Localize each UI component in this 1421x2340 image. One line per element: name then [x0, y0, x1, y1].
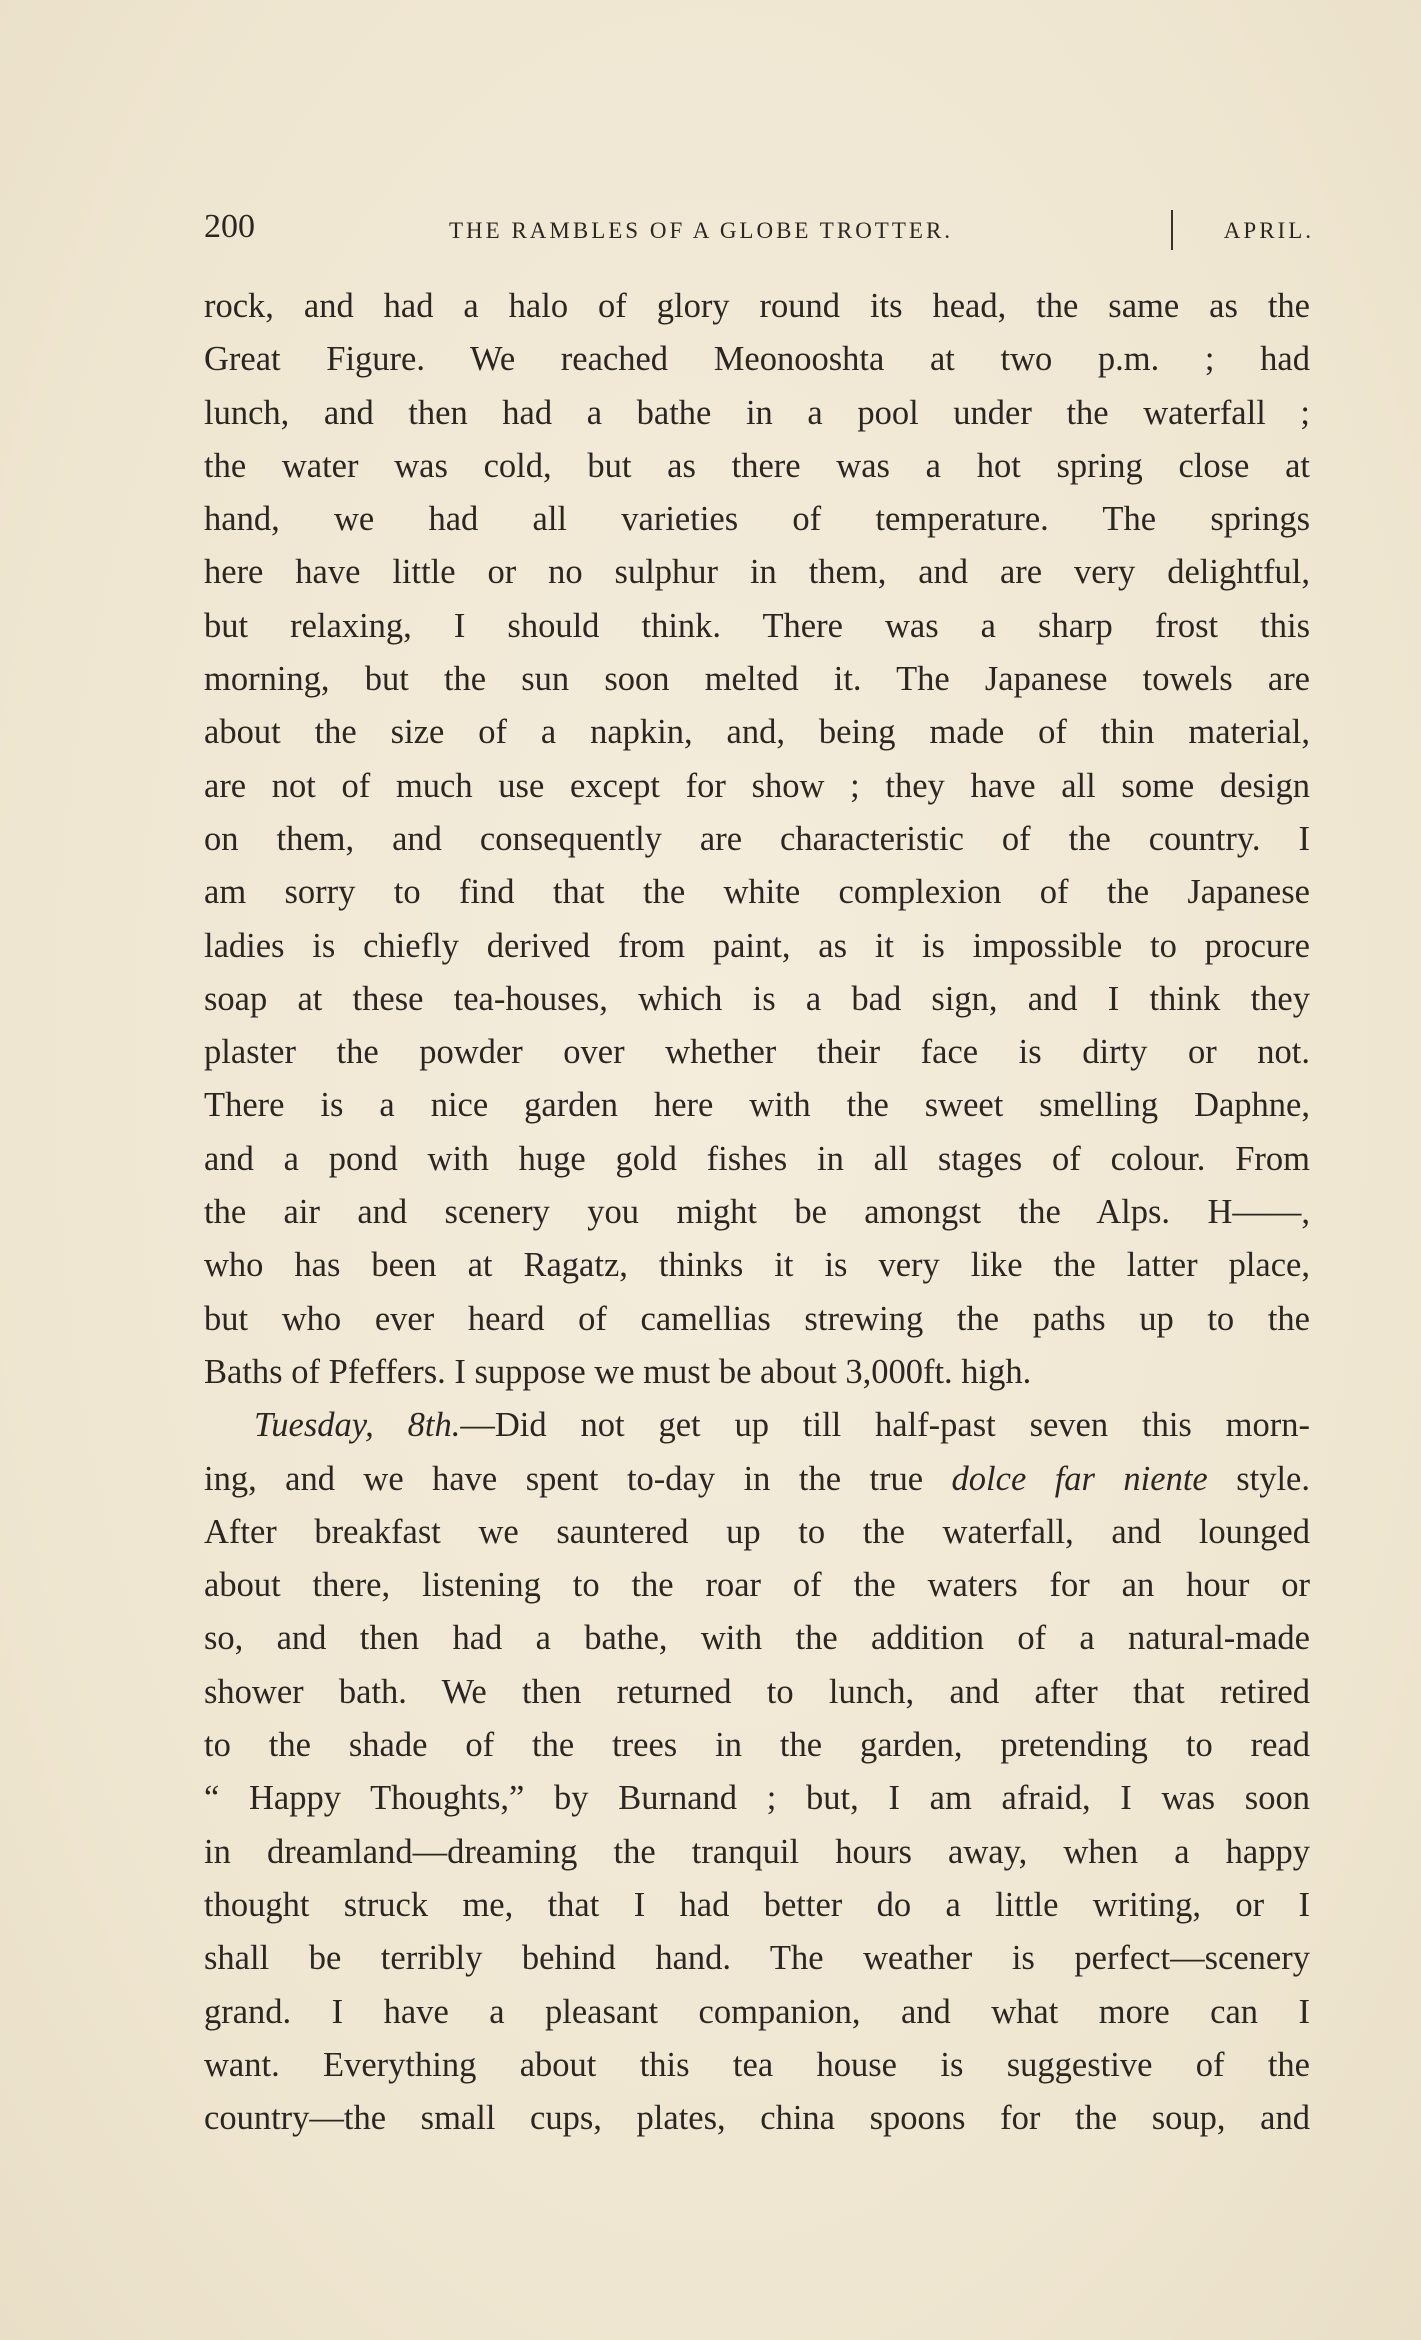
text-line: but who ever heard of camellias strewing the paths up to the [204, 1299, 1310, 1338]
text-line: shall be terribly behind hand. The weather is perfect—scenery [204, 1939, 1310, 1978]
diary-entry-heading-line [204, 1399, 1310, 1452]
text-line: the water was cold, but as there was a hot spring close at [204, 446, 1310, 485]
text-line: are not of much use except for show ; they have all some design [204, 766, 1310, 805]
text-line: about there, listening to the roar of the waters for an hour or [204, 1566, 1310, 1605]
text-segment: style. [1207, 1459, 1310, 1498]
entry-date: 8th. [407, 1406, 461, 1445]
text-line: the air and scenery you might be amongst the Alps. H——, [204, 1193, 1310, 1232]
text-line: After breakfast we sauntered up to the waterfall, and lounged [204, 1512, 1310, 1551]
text-line: soap at these tea-houses, which is a bad sign, and I think they [204, 979, 1310, 1018]
text-line: about the size of a napkin, and, being made of thin material, [204, 713, 1310, 752]
text-line: lunch, and then had a bathe in a pool under the waterfall ; [204, 393, 1310, 432]
italic-phrase: dolce far niente [951, 1459, 1208, 1498]
text-line: thought struck me, that I had better do a little writing, or I [204, 1885, 1310, 1924]
text-line: “ Happy Thoughts,” by Burnand ; but, I am afraid, I was soon [204, 1779, 1310, 1818]
text-line: am sorry to find that the white complexion of the Japanese [204, 873, 1310, 912]
text-line: morning, but the sun soon melted it. The Japanese towels are [204, 660, 1310, 699]
running-title: THE RAMBLES OF A GLOBE TROTTER. [449, 218, 954, 243]
running-month: APRIL. [1223, 218, 1314, 243]
text-line: plaster the powder over whether their face is dirty or not. [204, 1033, 1310, 1072]
entry-day: Tuesday, [254, 1406, 374, 1445]
text-line: and a pond with huge gold fishes in all stages of colour. From [204, 1139, 1310, 1178]
text-line: hand, we had all varieties of temperature. The springs [204, 500, 1310, 539]
text-line: in dreamland—dreaming the tranquil hours away, when a happy [204, 1832, 1310, 1871]
text-line [204, 1453, 1310, 1506]
entry-text: —Did not get up till half-past seven this morn- [460, 1406, 1310, 1445]
text-line: to the shade of the trees in the garden, pretending to read [204, 1726, 1310, 1765]
text-line: who has been at Ragatz, thinks it is very like the latter place, [204, 1246, 1310, 1285]
running-header [204, 208, 1314, 258]
text-line: Great Figure. We reached Meonooshta at two p.m. ; had [204, 340, 1310, 379]
text-line: rock, and had a halo of glory round its head, the same as the [204, 287, 1310, 325]
page-number: 200 [204, 208, 255, 245]
text-line: country—the small cups, plates, china spoons for the soup, and [204, 2099, 1310, 2138]
body-text [204, 280, 1310, 2145]
text-line: There is a nice garden here with the sweet smelling Daphne, [204, 1086, 1310, 1125]
text-line: so, and then had a bathe, with the addition of a natural-made [204, 1619, 1310, 1658]
text-line: shower bath. We then returned to lunch, and after that retired [204, 1672, 1310, 1711]
text-line: but relaxing, I should think. There was a sharp frost this [204, 606, 1310, 645]
header-bracket-rule [1171, 210, 1173, 250]
text-segment: ing, and we have spent to-day in the true [204, 1459, 952, 1498]
text-line: want. Everything about this tea house is suggestive of the [204, 2045, 1310, 2084]
text-line: Baths of Pfeffers. I suppose we must be about 3,000ft. high. [204, 1352, 1032, 1391]
text-line: ladies is chiefly derived from paint, as it is impossible to procure [204, 926, 1310, 965]
text-line: here have little or no sulphur in them, and are very delightful, [204, 553, 1310, 592]
text-line: grand. I have a pleasant companion, and what more can I [204, 1992, 1310, 2031]
text-line: on them, and consequently are characteristic of the country. I [204, 819, 1310, 858]
